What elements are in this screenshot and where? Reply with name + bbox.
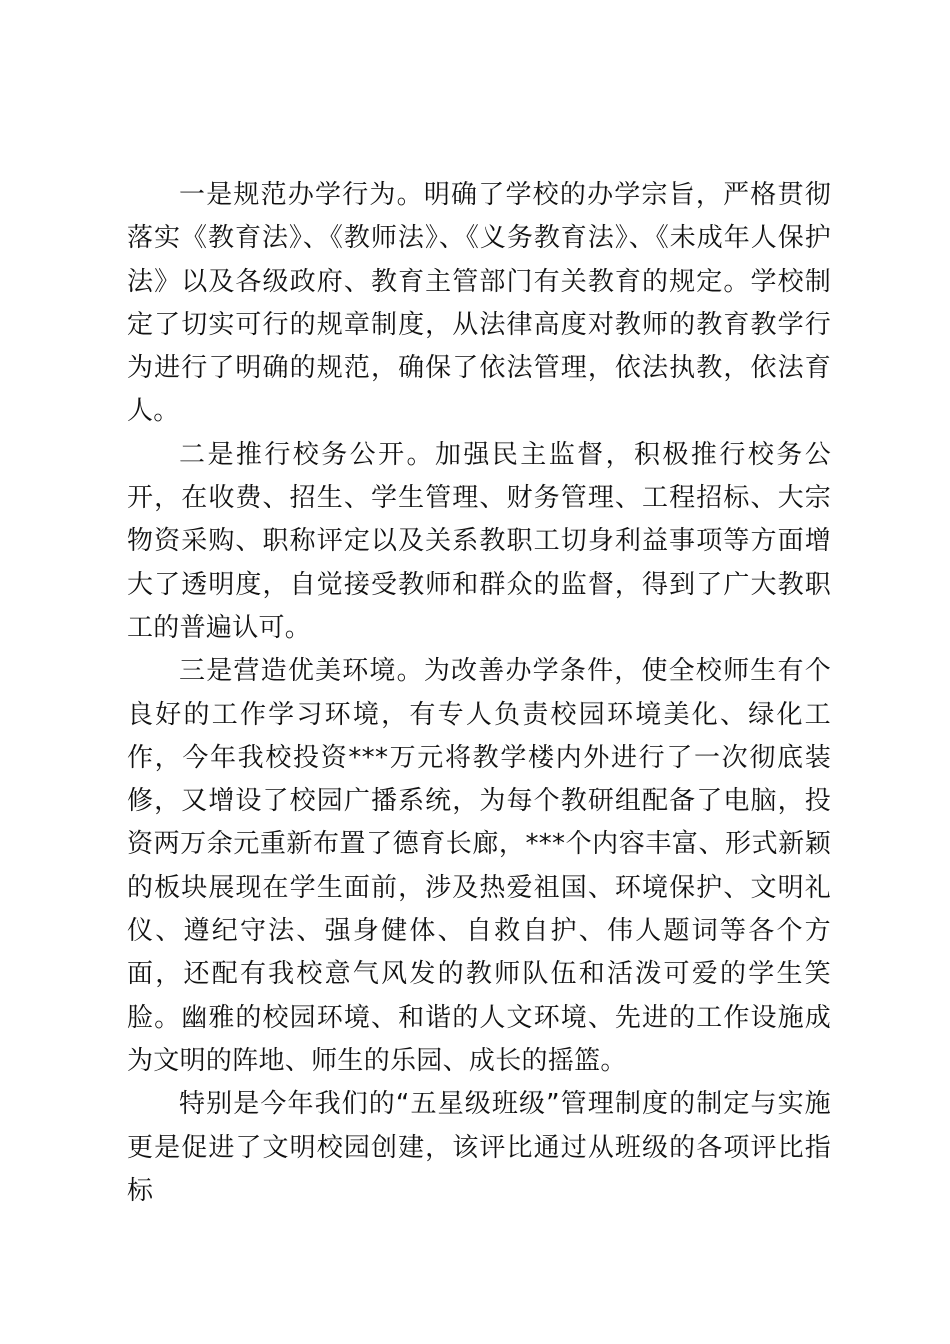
paragraph-five-star-class: 特别是今年我们的“五星级班级”管理制度的制定与实施更是促进了文明校园创建，该评比通过从班级的各项评比指标 [127, 1089, 831, 1206]
paragraph-regulate-school-conduct: 一是规范办学行为。明确了学校的办学宗旨，严格贯彻落实《教育法》、《教师法》、《义务教育法》、《未成年人保护法》以及各级政府、教育主管部门有关教育的规定。学校制定了切实可行的规章制度，从法律高度对教师的教育教学行为进行了明确的规范，确保了依法管理，依法执教，依法育人。 [127, 180, 831, 427]
document-page [127, 174, 831, 1213]
paragraph-campus-environment: 三是营造优美环境。为改善办学条件，使全校师生有个良好的工作学习环境，有专人负责校园环境美化、绿化工作，今年我校投资***万元将教学楼内外进行了一次彻底装修，又增设了校园广播系统，为每个教研组配备了电脑，投资两万余元重新布置了德育长廊，***个内容丰富、形式新颖的板块展现在学生面前，涉及热爱祖国、环境保护、文明礼仪、遵纪守法、强身健体、自救自护、伟人题词等各个方面，还配有我校意气风发的教师队伍和活泼可爱的学生笑脸。幽雅的校园环境、和谐的人文环境、先进的工作设施成为文明的阵地、师生的乐园、成长的摇篮。 [127, 656, 831, 1076]
paragraph-school-affairs-openness: 二是推行校务公开。加强民主监督，积极推行校务公开，在收费、招生、学生管理、财务管理、工程招标、大宗物资采购、职称评定以及关系教职工切身利益事项等方面增大了透明度，自觉接受教师和群众的监督，得到了广大教职工的普遍认可。 [127, 439, 831, 643]
